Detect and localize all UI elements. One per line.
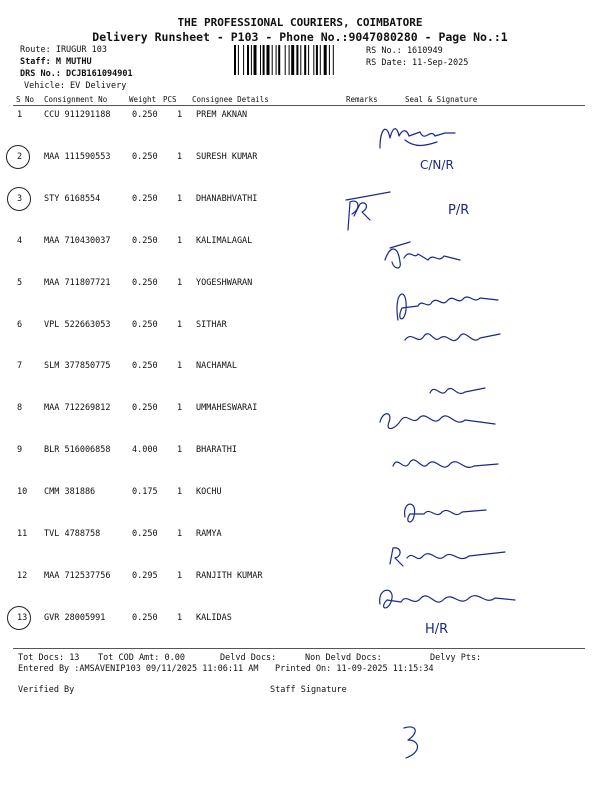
row-5-sno: 5 — [17, 278, 23, 288]
col-sno: S No — [16, 95, 35, 104]
row-10-sno: 10 — [17, 487, 28, 497]
row-11-weight: 0.250 — [132, 529, 158, 539]
col-pcs: PCS — [163, 95, 177, 104]
printed-on: Printed On: 11-09-2025 11:15:34 — [275, 664, 434, 674]
row-10-pcs: 1 — [177, 487, 183, 497]
row-13-circle-mark — [7, 606, 31, 630]
row-6-consignment: VPL 522663053 — [44, 320, 111, 330]
row-7-weight: 0.250 — [132, 361, 158, 371]
row-8-consignment: MAA 712269812 — [44, 403, 111, 413]
row-8-pcs: 1 — [177, 403, 183, 413]
row-11-consignee: RAMYA — [196, 529, 222, 539]
row-13-consignment: GVR 28005991 — [44, 613, 106, 623]
row-5-consignment: MAA 711807721 — [44, 278, 111, 288]
row-4-consignee: KALIMALAGAL — [196, 236, 253, 246]
row-12-weight: 0.295 — [132, 571, 158, 581]
row-12-pcs: 1 — [177, 571, 183, 581]
entered-by: Entered By :AMSAVENIP103 09/11/2025 11:06:11 AM — [18, 664, 259, 674]
row-10-consignee: KOCHU — [196, 487, 222, 497]
total-docs-value: 13 — [69, 653, 80, 663]
staff-signature-label: Staff Signature — [270, 685, 347, 695]
runsheet-title: Delivery Runsheet - P103 - Phone No.:9047080280 - Page No.:1 — [92, 30, 508, 44]
row-9-weight: 4.000 — [132, 445, 158, 455]
route: Route: IRUGUR 103 — [20, 45, 107, 55]
barcode-image — [234, 45, 364, 75]
signature-row-1 — [375, 118, 475, 158]
total-cod-label: Tot COD Amt: — [98, 653, 160, 663]
row-2-consignment: MAA 111590553 — [44, 152, 111, 162]
rs-date: RS Date: 11-Sep-2025 — [366, 58, 469, 68]
staff: Staff: M MUTHU — [20, 57, 92, 67]
row-7-sno: 7 — [17, 361, 23, 371]
non-delivered-docs: Non Delvd Docs: — [305, 653, 382, 663]
row-4-sno: 4 — [17, 236, 23, 246]
row-11-consignment: TVL 4788758 — [44, 529, 101, 539]
row-2-consignee: SURESH KUMAR — [196, 152, 258, 162]
signature-row-6 — [400, 320, 510, 355]
handwritten-mark-bottom — [400, 722, 430, 762]
row-10-weight: 0.175 — [132, 487, 158, 497]
row-3-circle-mark — [7, 187, 31, 211]
signature-row-10 — [400, 492, 500, 532]
row-2-weight: 0.250 — [132, 152, 158, 162]
row-7-consignment: SLM 377850775 — [44, 361, 111, 371]
row-11-pcs: 1 — [177, 529, 183, 539]
row-9-pcs: 1 — [177, 445, 183, 455]
row-3-consignee: DHANABHVATHI — [196, 194, 258, 204]
row-2-pcs: 1 — [177, 152, 183, 162]
footer-divider — [13, 648, 585, 649]
signature-row-11 — [385, 542, 515, 572]
row-12-consignee: RANJITH KUMAR — [196, 571, 263, 581]
row-3-pcs: 1 — [177, 194, 183, 204]
drs-number: DRS No.: DCJB161094901 — [20, 69, 133, 79]
vehicle: Vehicle: EV Delivery — [24, 81, 127, 91]
row-7-consignee: NACHAMAL — [196, 361, 237, 371]
row-2-circle-mark — [6, 145, 30, 169]
row-3-note: P/R — [448, 203, 470, 218]
verified-by: Verified By — [18, 685, 75, 695]
row-5-consignee: YOGESHWARAN — [196, 278, 253, 288]
total-docs-label: Tot Docs: — [18, 653, 65, 663]
signature-row-4 — [380, 240, 470, 275]
row-13-sno: 13 — [17, 613, 28, 623]
row-6-weight: 0.250 — [132, 320, 158, 330]
col-weight: Weight — [129, 95, 157, 104]
col-consignment: Consignment No — [44, 95, 108, 104]
row-1-consignee: PREM AKNAN — [196, 110, 248, 120]
rs-number: RS No.: 1610949 — [366, 46, 443, 56]
signature-row-12 — [375, 582, 525, 617]
row-6-consignee: SITHAR — [196, 320, 227, 330]
row-9-consignee: BHARATHI — [196, 445, 237, 455]
delivered-docs: Delvd Docs: — [220, 653, 277, 663]
col-remarks: Remarks — [346, 95, 378, 104]
row-3-weight: 0.250 — [132, 194, 158, 204]
total-cod — [98, 653, 185, 663]
row-13-consignee: KALIDAS — [196, 613, 232, 623]
row-13-pcs: 1 — [177, 613, 183, 623]
row-2-sno: 2 — [17, 152, 23, 162]
row-4-weight: 0.250 — [132, 236, 158, 246]
total-docs — [18, 653, 79, 663]
row-3-consignment: STY 6168554 — [44, 194, 101, 204]
row-11-sno: 11 — [17, 529, 28, 539]
row-8-weight: 0.250 — [132, 403, 158, 413]
row-6-sno: 6 — [17, 320, 23, 330]
col-consignee: Consignee Details — [192, 95, 269, 104]
row-7-pcs: 1 — [177, 361, 183, 371]
row-10-consignment: CMM 381886 — [44, 487, 96, 497]
signature-row-3 — [340, 190, 400, 235]
row-13-note: H/R — [425, 622, 449, 637]
delivery-points: Delvy Pts: — [430, 653, 482, 663]
row-4-pcs: 1 — [177, 236, 183, 246]
row-12-consignment: MAA 712537756 — [44, 571, 111, 581]
row-1-pcs: 1 — [177, 110, 183, 120]
row-4-consignment: MAA 710430037 — [44, 236, 111, 246]
row-13-weight: 0.250 — [132, 613, 158, 623]
row-1-consignment: CCU 911291188 — [44, 110, 111, 120]
signature-row-9 — [388, 450, 508, 480]
row-3-sno: 3 — [17, 194, 23, 204]
row-12-sno: 12 — [17, 571, 28, 581]
row-9-consignment: BLR 516006858 — [44, 445, 111, 455]
row-1-weight: 0.250 — [132, 110, 158, 120]
company-name: THE PROFESSIONAL COURIERS, COIMBATORE — [177, 16, 423, 29]
row-5-pcs: 1 — [177, 278, 183, 288]
row-8-consignee: UMMAHESWARAI — [196, 403, 258, 413]
row-1-sno: 1 — [17, 110, 23, 120]
col-seal-signature: Seal & Signature — [405, 95, 478, 104]
signature-row-8 — [375, 400, 505, 445]
header-divider — [13, 105, 585, 106]
total-cod-value: 0.00 — [164, 653, 186, 663]
row-8-sno: 8 — [17, 403, 23, 413]
row-9-sno: 9 — [17, 445, 23, 455]
row-2-note: C/N/R — [420, 158, 454, 172]
row-5-weight: 0.250 — [132, 278, 158, 288]
row-6-pcs: 1 — [177, 320, 183, 330]
